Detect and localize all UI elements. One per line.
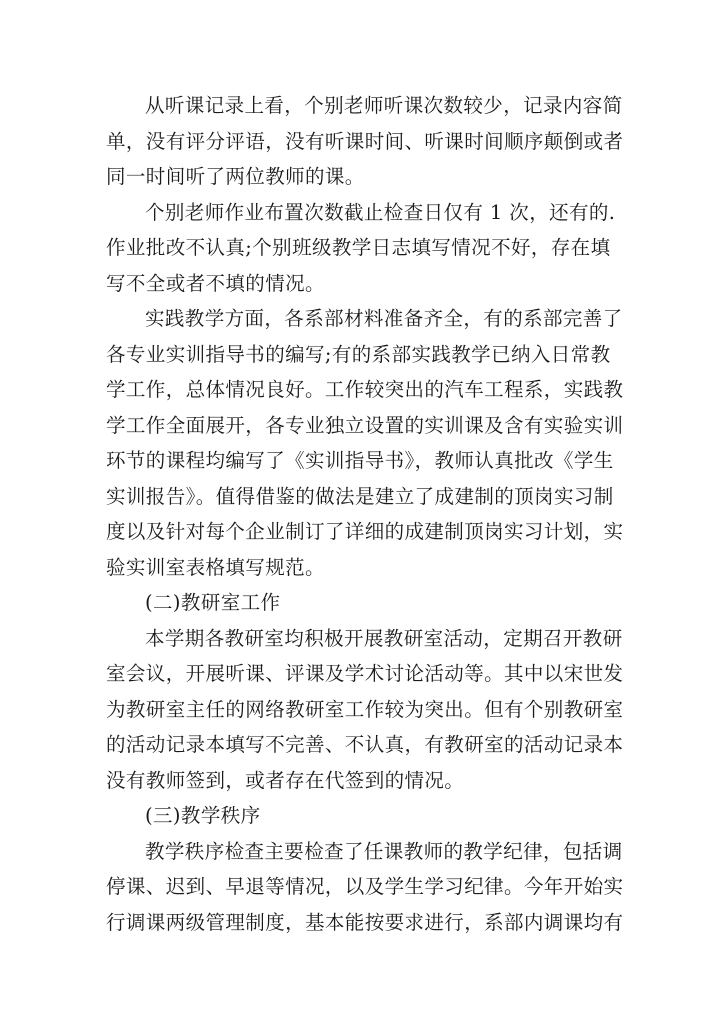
text-line: 停课、迟到、早退等情况，以及学生学习纪律。今年开始实 xyxy=(106,875,624,898)
text-line: 本学期各教研室均积极开展教研室活动，定期召开教研 xyxy=(145,626,623,650)
heading-text: (三)教学秩序 xyxy=(145,804,261,827)
text-line: 单，没有评分评语，没有听课时间、听课时间顺序颠倒或者 xyxy=(106,129,624,153)
paragraph-lecture-records xyxy=(106,88,624,195)
section-heading-teaching-order xyxy=(106,798,614,834)
text-line: 验实训室表格填写规范。 xyxy=(106,555,325,579)
text-line: 作业批改不认真;个别班级教学日志填写情况不好，存在填 xyxy=(106,236,611,259)
text-line: 没有教师签到，或者存在代签到的情况。 xyxy=(106,768,465,792)
document-page xyxy=(106,88,624,940)
text-line: 环节的课程均编写了《实训指导书》，教师认真批改《学生 xyxy=(106,449,614,472)
paragraph-teaching-order xyxy=(106,834,624,941)
text-line: 为教研室主任的网络教研室工作较为突出。但有个别教研室 xyxy=(106,697,624,721)
text-line: 从听课记录上看，个别老师听课次数较少，记录内容简 xyxy=(145,94,623,117)
text-line: 实践教学方面，各系部材料准备齐全，有的系部完善了 xyxy=(145,307,623,330)
text-line: 各专业实训指导书的编写;有的系部实践教学已纳入日常教 xyxy=(106,342,611,366)
text-line: 个别老师作业布置次数截止检查日仅有 1 次，还有的. xyxy=(145,200,616,224)
text-line: 行调课两级管理制度，基本能按要求进行，系部内调课均有 xyxy=(106,910,624,934)
text-line: 写不全或者不填的情况。 xyxy=(106,271,325,295)
text-line: 同一时间听了两位教师的课。 xyxy=(106,165,365,188)
section-heading-teaching-research xyxy=(106,585,614,621)
text-line: 室会议，开展听课、评课及学术讨论活动等。其中以宋世发 xyxy=(106,662,624,685)
paragraph-research-office xyxy=(106,621,624,799)
text-line: 度以及针对每个企业制订了详细的成建制顶岗实习计划，实 xyxy=(106,520,624,543)
paragraph-homework xyxy=(106,195,614,302)
text-line: 教学秩序检查主要检查了任课教师的教学纪律，包括调 xyxy=(145,839,623,863)
heading-text: (二)教研室工作 xyxy=(145,591,281,614)
text-line: 实训报告》。值得借鉴的做法是建立了成建制的顶岗实习制 xyxy=(106,484,614,508)
paragraph-practical-teaching xyxy=(106,301,624,585)
text-line: 学工作，总体情况良好。工作较突出的汽车工程系，实践教 xyxy=(106,378,624,401)
text-line: 学工作全面展开，各专业独立设置的实训课及含有实验实训 xyxy=(106,413,624,437)
text-line: 的活动记录本填写不完善、不认真，有教研室的活动记录本 xyxy=(106,733,624,756)
